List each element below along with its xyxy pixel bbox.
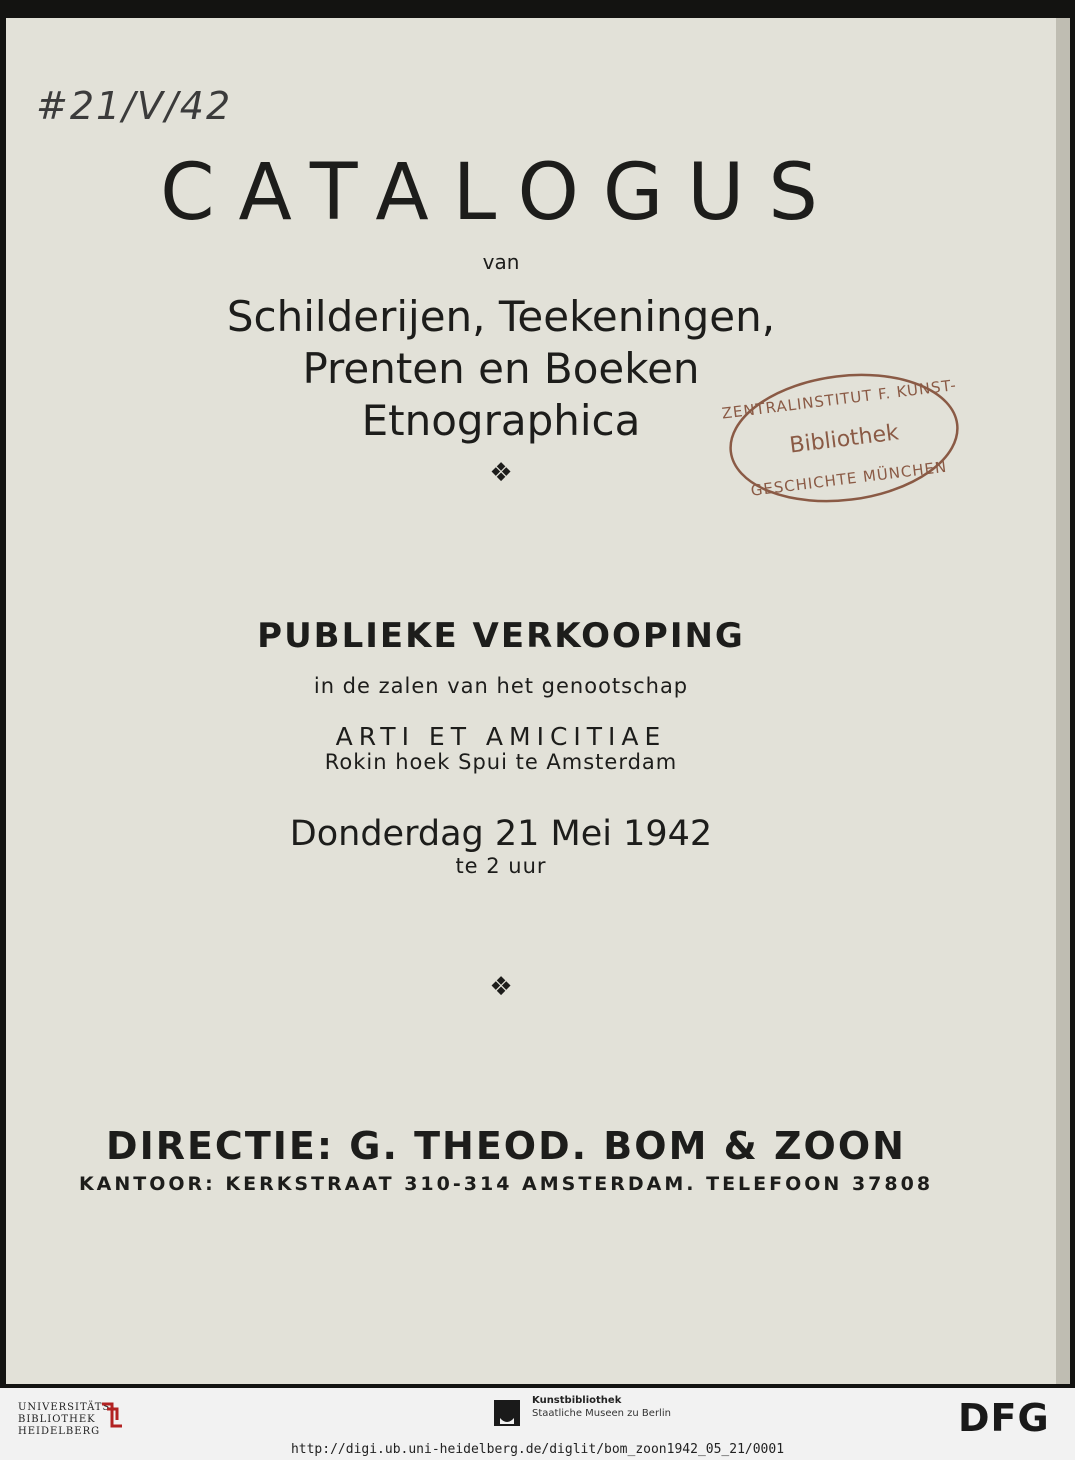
venue-intro: in de zalen van het genootschap [313, 674, 689, 698]
page-edge [1056, 18, 1070, 1384]
sale-time: te 2 uur [455, 854, 547, 878]
ub-heidelberg-logo-icon[interactable] [98, 1400, 126, 1430]
subtitle-line-2: Prenten en Boeken [302, 344, 700, 393]
permalink-url[interactable]: http://digi.ub.uni-heidelberg.de/diglit/bom_zoon1942_05_21/0001 [290, 1442, 785, 1457]
venue-name: ARTI ET AMICITIAE [335, 722, 667, 751]
stamp-middle-text: Bibliothek [788, 420, 901, 459]
logo-line-2: BIBLIOTHEK [18, 1414, 96, 1425]
ornament-bottom: ❖ [489, 972, 513, 1002]
footer-bar [0, 1388, 1075, 1460]
catalogue-title: CATALOGUS [160, 148, 842, 238]
title-van: van [482, 250, 520, 274]
sale-date: Donderdag 21 Mei 1942 [289, 814, 713, 854]
subtitle-line-3: Etnographica [361, 396, 641, 445]
kunstbibliothek-title[interactable]: Kunstbibliothek [532, 1395, 622, 1406]
logo-line-3: HEIDELBERG [18, 1426, 101, 1437]
kunstbibliothek-subtitle: Staatliche Museen zu Berlin [532, 1408, 671, 1419]
logo-line-1: UNIVERSITÄTS- [18, 1402, 116, 1413]
sale-heading: PUBLIEKE VERKOOPING [257, 616, 745, 656]
stamp-bottom-text: GESCHICHTE MÜNCHEN [749, 457, 949, 500]
dfg-logo[interactable]: DFG [958, 1396, 1050, 1440]
office-line: KANTOOR: KERKSTRAAT 310-314 AMSTERDAM. TELEFOON 37808 [78, 1173, 934, 1195]
stamp-top-text: ZENTRALINSTITUT F. KUNST- [720, 375, 958, 423]
catalogue-page [6, 18, 1056, 1384]
ornament-top: ❖ [489, 458, 513, 488]
library-stamp [717, 356, 972, 520]
direction-line: DIRECTIE: G. THEOD. BOM & ZOON [106, 1124, 906, 1168]
handwritten-shelfmark: #21/V/42 [36, 84, 233, 128]
venue-address: Rokin hoek Spui te Amsterdam [324, 750, 678, 774]
kunstbibliothek-logo-icon[interactable] [492, 1398, 522, 1428]
subtitle-line-1: Schilderijen, Teekeningen, [226, 292, 776, 341]
